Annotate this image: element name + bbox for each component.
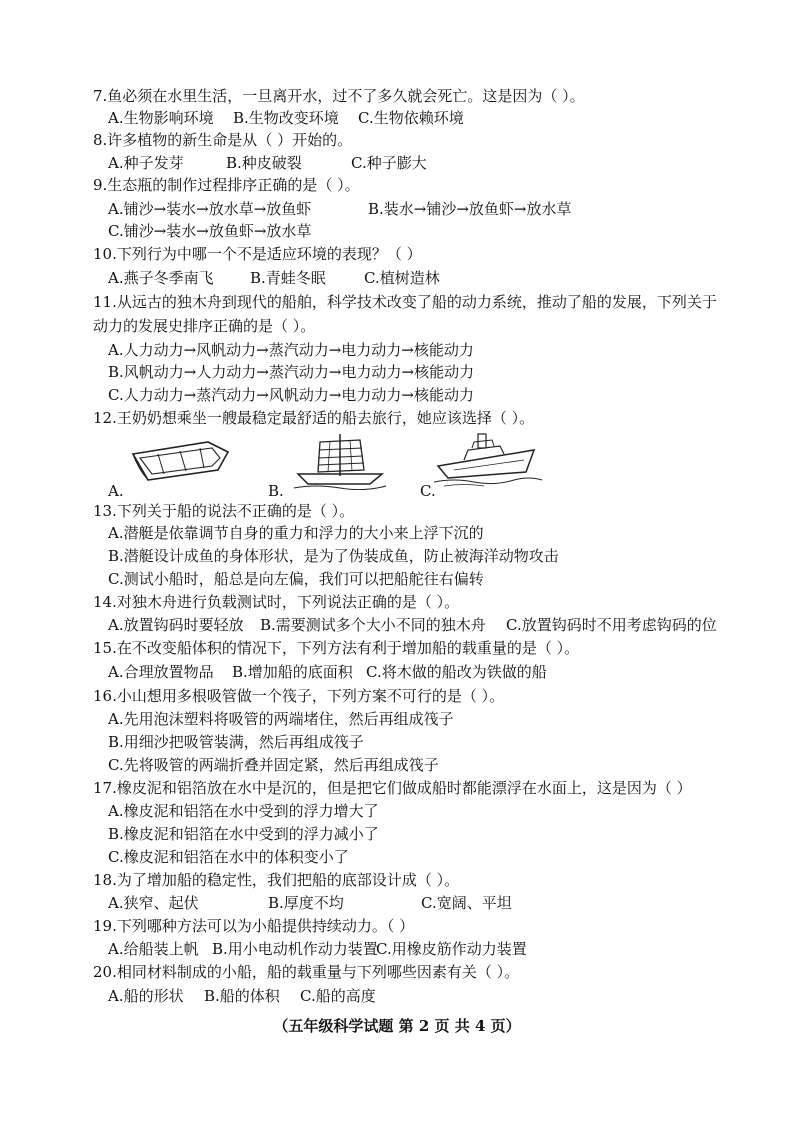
- question-17-option-a: A.橡皮泥和铝箔在水中受到的浮力增大了: [108, 802, 379, 820]
- question-10-option-a: A.燕子冬季南飞: [108, 269, 214, 287]
- question-13-option-b: B.潜艇设计成鱼的身体形状，是为了伪装成鱼，防止被海洋动物攻击: [108, 547, 559, 565]
- question-9-option-c: C.铺沙→装水→放鱼虾→放水草: [108, 222, 312, 240]
- question-14-option-c: C.放置钩码时不用考虑钩码的位: [506, 616, 717, 634]
- question-11-option-b: B.风帆动力→人力动力→蒸汽动力→电力动力→核能动力: [108, 363, 475, 381]
- question-18-option-a: A.狭窄、起伏: [108, 894, 199, 912]
- question-19-stem: 19.下列哪种方法可以为小船提供持续动力。（ ）: [93, 917, 415, 935]
- question-12-option-a: [108, 436, 218, 500]
- question-18-option-c: C.宽阔、平坦: [421, 894, 512, 912]
- question-7-option-a: A.生物影响环境: [108, 109, 214, 127]
- question-14-stem: 14.对独木舟进行负载测试时，下列说法正确的是（ ）。: [93, 593, 460, 611]
- question-19-option-b: B.用小电动机作动力装置: [212, 940, 378, 958]
- question-8-option-a: A.种子发芽: [108, 154, 184, 172]
- question-15-option-c: C.将木做的船改为铁做的船: [366, 663, 547, 681]
- rowboat-icon: [128, 436, 238, 486]
- question-17-stem: 17.橡皮泥和铝箔放在水中是沉的，但是把它们做成船时都能漂浮在水面上，这是因为（ ）: [93, 779, 692, 797]
- question-9-option-a: A.铺沙→装水→放水草→放鱼虾: [108, 200, 312, 218]
- question-20-option-c: C.船的高度: [300, 987, 376, 1005]
- question-8-option-b: B.种皮破裂: [226, 154, 302, 172]
- question-20-option-a: A.船的形状: [108, 987, 184, 1005]
- question-11-option-a: A.人力动力→风帆动力→蒸汽动力→电力动力→核能动力: [108, 341, 474, 359]
- question-7-option-c: C.生物依赖环境: [358, 109, 464, 127]
- question-9-option-b: B.装水→铺沙→放鱼虾→放水草: [368, 200, 572, 218]
- question-11-stem-continued: 动力的发展史排序正确的是（ ）。: [93, 317, 316, 335]
- question-16-option-b: B.用细沙把吸管装满，然后再组成筏子: [108, 733, 364, 751]
- option-b-label: B.: [268, 482, 284, 500]
- question-17-option-b: B.橡皮泥和铝箔在水中受到的浮力减小了: [108, 825, 379, 843]
- question-13-option-a: A.潜艇是依靠调节自身的重力和浮力的大小来上浮下沉的: [108, 524, 484, 542]
- option-c-label: C.: [420, 482, 436, 500]
- question-11-option-c: C.人力动力→蒸汽动力→风帆动力→电力动力→核能动力: [108, 386, 474, 404]
- question-8-stem: 8.许多植物的新生命是从（ ）开始的。: [93, 131, 353, 149]
- question-18-option-b: B.厚度不均: [268, 894, 344, 912]
- question-16-option-a: A.先用泡沫塑料将吸管的两端堵住，然后再组成筏子: [108, 710, 454, 728]
- question-15-option-a: A.合理放置物品: [108, 663, 214, 681]
- question-14-option-a: A.放置钩码时要轻放: [108, 616, 244, 634]
- question-13-stem: 13.下列关于船的说法不正确的是（ ）。: [93, 502, 355, 520]
- question-15-stem: 15.在不改变船体积的情况下，下列方法有利于增加船的载重量的是（ ）。: [93, 639, 580, 657]
- question-8-option-c: C.种子膨大: [351, 154, 427, 172]
- question-20-option-b: B.船的体积: [204, 987, 280, 1005]
- question-10-stem: 10.下列行为中哪一个不是适应环境的表现？（ ）: [93, 245, 422, 263]
- question-18-stem: 18.为了增加船的稳定性，我们把船的底部设计成（ ）。: [93, 871, 460, 889]
- question-16-stem: 16.小山想用多根吸管做一个筏子，下列方案不可行的是（ ）。: [93, 687, 505, 705]
- question-13-option-c: C.测试小船时，船总是向左偏，我们可以把船舵往右偏转: [108, 570, 484, 588]
- sailing-junk-icon: [290, 430, 390, 490]
- question-11-stem: 11.从远古的独木舟到现代的船舶，科学技术改变了船的动力系统，推动了船的发展，下列关于: [93, 293, 717, 311]
- question-10-option-b: B.青蛙冬眠: [250, 269, 326, 287]
- question-15-option-b: B.增加船的底面积: [232, 663, 353, 681]
- page-footer: （五年级科学试题 第 2 页 共 4 页）: [273, 1017, 521, 1035]
- question-12-option-c: [420, 436, 530, 500]
- question-20-stem: 20.相同材料制成的小船，船的载重量与下列哪些因素有关（ ）。: [93, 963, 520, 981]
- question-12-boat-options: [108, 436, 528, 500]
- question-10-option-c: C.植树造林: [364, 269, 440, 287]
- question-17-option-c: C.橡皮泥和铝箔在水中的体积变小了: [108, 848, 349, 866]
- steamship-icon: [434, 428, 544, 488]
- question-19-option-a: A.给船装上帆: [108, 940, 199, 958]
- question-14-option-b: B.需要测试多个大小不同的独木舟: [260, 616, 486, 634]
- question-12-option-b: [268, 436, 378, 500]
- question-16-option-c: C.先将吸管的两端折叠并固定紧，然后再组成筏子: [108, 756, 439, 774]
- question-12-stem: 12.王奶奶想乘坐一艘最稳定最舒适的船去旅行，她应该选择（ ）。: [93, 409, 535, 427]
- question-19-option-c: C.用橡皮筋作动力装置: [376, 940, 527, 958]
- option-a-label: A.: [108, 482, 124, 500]
- question-9-stem: 9.生态瓶的制作过程排序正确的是（ ）。: [93, 176, 360, 194]
- question-7-option-b: B.生物改变环境: [233, 109, 339, 127]
- question-7-stem: 7.鱼必须在水里生活，一旦离开水，过不了多久就会死亡。这是因为（ ）。: [93, 87, 585, 105]
